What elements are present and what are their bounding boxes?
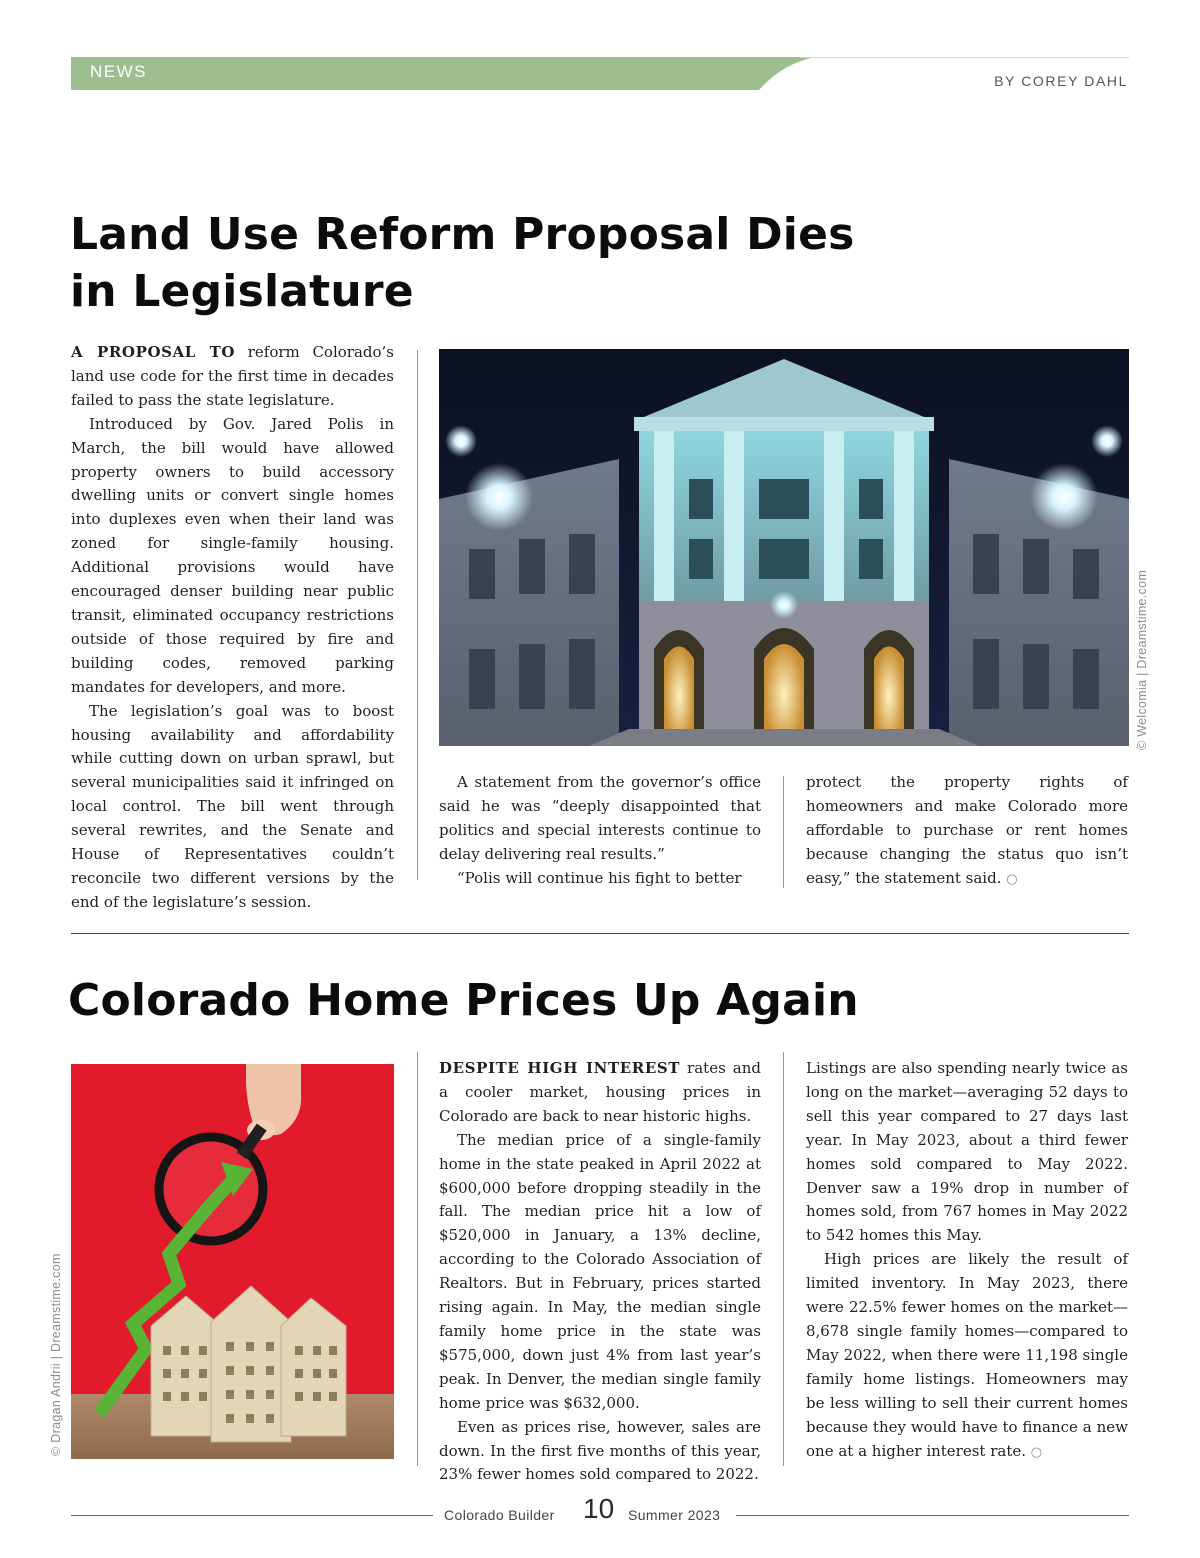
article2-paragraph: Even as prices rise, however, sales are down. In the first five months of this year, 23% fewer homes sold compared to 2022. [439,1417,761,1484]
column-divider [417,1052,418,1466]
article1-lead-text: reform Colorado’s land use code for the first time in decades failed to pass the state legislature. [71,343,394,409]
article2-lead-paragraph [439,1057,761,1129]
section-banner [71,57,816,90]
capitol-building-photo [439,349,1129,746]
article1-photo-credit: © Welcomia | Dreamstime.com [1135,569,1149,750]
article2-paragraph: Listings are also spending nearly twice as long on the market—averaging 52 days to sell this year compared to 27 days last year. In May 2023, about a third fewer homes sold compared to May 2022. Denver saw a 19% drop in number of homes sold, from 767 homes in May 2022 to 542 homes this May. [806,1059,1128,1245]
article2-lead-caps: DESPITE HIGH INTEREST [439,1059,681,1077]
article1-lead-paragraph [71,341,394,413]
column-divider [783,776,784,888]
article2-closing-text: High prices are likely the result of limited inventory. In May 2023, there were 22.5% fewer homes on the market—8,678 single family homes—compared to May 2022, when there were 11,198 single family home listings. Homeowners may be less willing to sell their current homes because they would have to finance a new one at a higher interest rate. [806,1250,1128,1460]
end-mark-icon: ○ [1006,871,1018,887]
article2-lead-text: rates and a cooler market, housing prices in Colorado are back to near historic highs. [439,1059,761,1125]
header-rule [800,57,1129,58]
column-divider [417,350,418,880]
footer-issue: Summer 2023 [628,1507,721,1523]
end-mark-icon: ○ [1030,1444,1043,1460]
article2-photo-credit: © Dragan Andrii | Dreamstime.com [49,1253,63,1456]
article1-column1 [71,341,394,915]
column-divider [783,1052,784,1466]
article1-column3 [806,771,1128,892]
article2-paragraph [806,1248,1128,1464]
article1-closing-text: protect the property rights of homeowners and make Colorado more affordable to purchase or rent homes because changing the status quo isn’t easy,” the statement said. [806,773,1128,887]
rising-home-prices-photo [71,1064,394,1459]
footer-rule-right [736,1515,1129,1516]
footer-page-number: 10 [583,1493,615,1524]
article1-headline-line2: in Legislature [70,266,414,317]
article1-paragraph: “Polis will continue his fight to better [457,868,742,887]
article2-paragraph: The median price of a single-family home in the state peaked in April 2022 at $600,000 before dropping steadily in the fall. The median price hit a low of $520,000 in January, a 13% decline, according to the Colorado Association of Realtors. But in February, prices started rising again. In May, the median single family home price in the state was $575,000, down just 4% from last year’s peak. In Denver, the median single family home price was $632,000. [439,1130,761,1412]
byline: BY COREY DAHL [994,73,1128,89]
article1-paragraph: Introduced by Gov. Jared Polis in March, the bill would have allowed property owners to build accessory dwelling units or convert single homes into duplexes even when their land was zoned for single-family housing. Additional provisions would have encouraged denser building near public transit, eliminated occupancy restrictions outside of those required by fire and building codes, removed parking mandates for developers, and more. [71,414,394,696]
article-separator [71,933,1129,934]
article1-headline [70,206,890,320]
article2-column1 [439,1057,761,1487]
article1-paragraph: A statement from the governor’s office said he was “deeply disappointed that politics and special interests continue to delay delivering real results.” [439,773,761,863]
footer-rule-left [71,1515,433,1516]
article1-headline-line1: Land Use Reform Proposal Dies [70,209,855,260]
article1-column2 [439,771,761,891]
article1-paragraph [806,771,1128,892]
section-label: NEWS [90,62,147,81]
article1-lead-caps: A PROPOSAL TO [71,343,236,361]
article2-column2 [806,1057,1128,1464]
article2-headline: Colorado Home Prices Up Again [68,975,859,1026]
article1-paragraph: The legislation’s goal was to boost housing availability and affordability while cutting down on urban sprawl, but several municipalities said it infringed on local control. The bill went through several rewrites, and the Senate and House of Representatives couldn’t reconcile two different versions by the end of the legislature’s session. [71,701,394,911]
footer-publication: Colorado Builder [444,1507,555,1523]
